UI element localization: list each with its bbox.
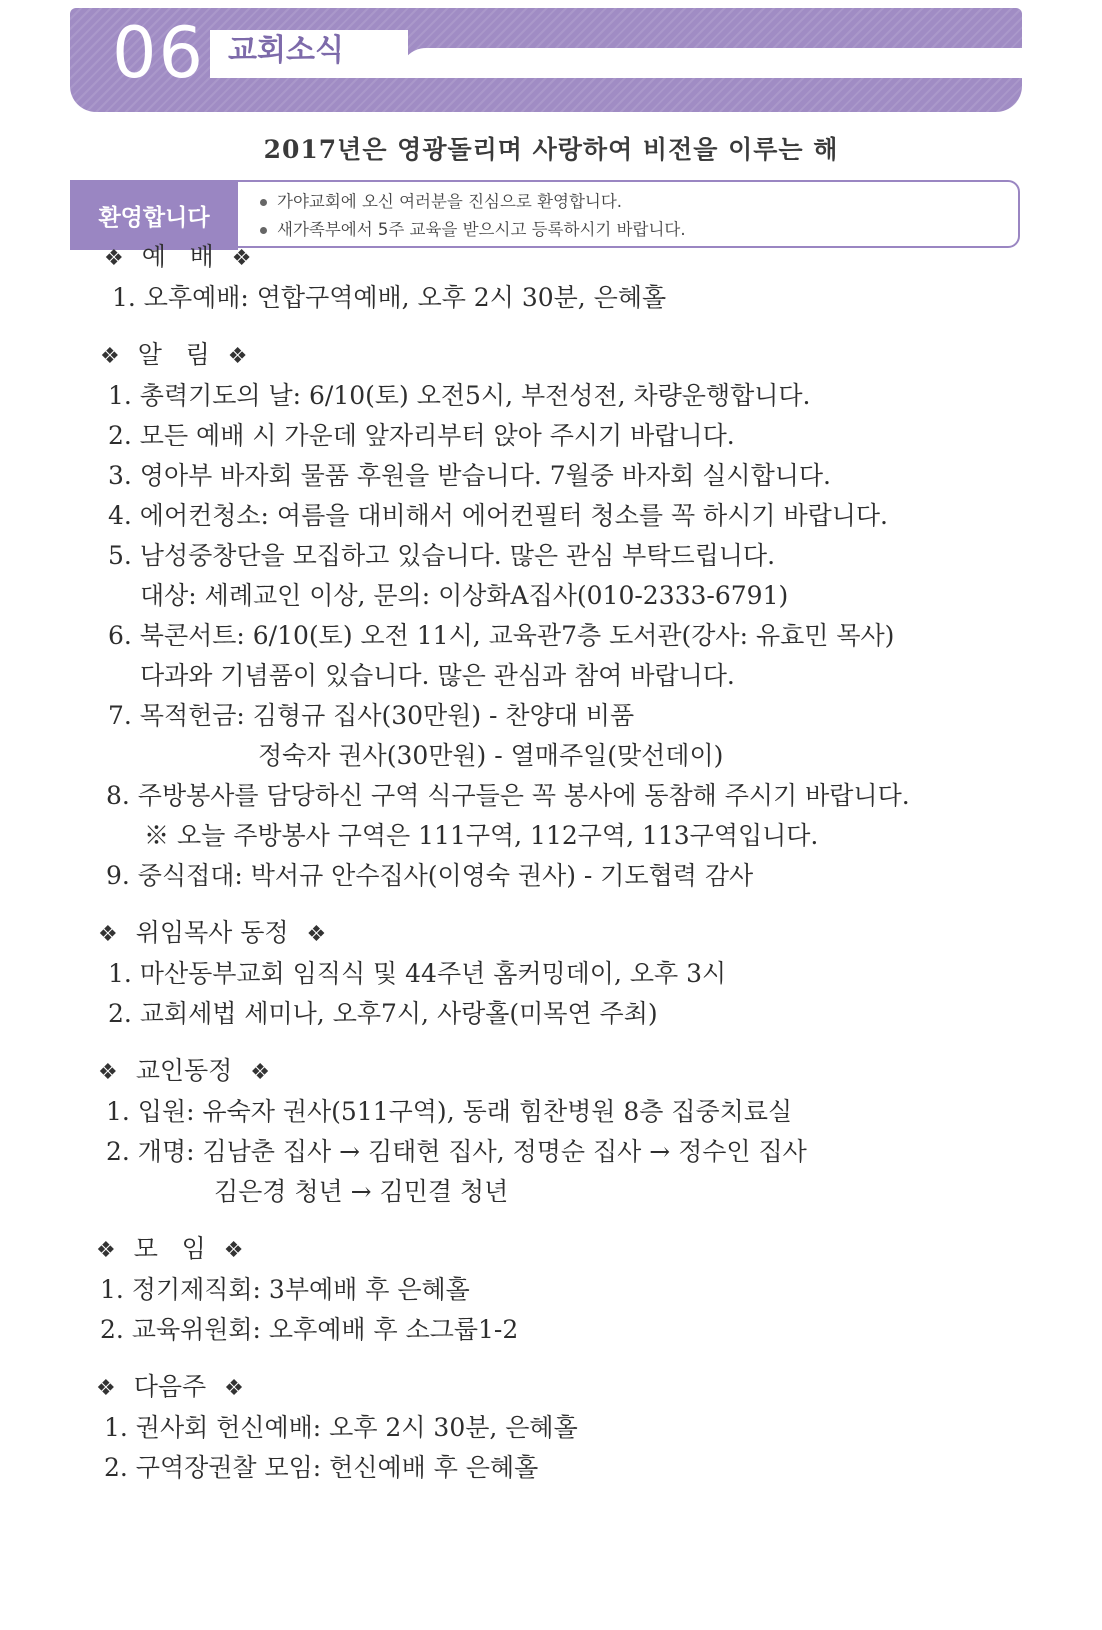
list-item: 7. 목적헌금: 김형규 집사(30만원) - 찬양대 비품 — [108, 701, 635, 730]
bullet-icon — [260, 199, 267, 206]
diamond-ornament-icon: ❖ — [100, 344, 120, 369]
list-item-continued: 다과와 기념품이 있습니다. 많은 관심과 참여 바랍니다. — [140, 661, 735, 690]
list-item: 9. 중식접대: 박서규 안수집사(이영숙 권사) - 기도협력 감사 — [106, 861, 754, 890]
list-item-note: ※ 오늘 주방봉사 구역은 111구역, 112구역, 113구역입니다. — [144, 821, 819, 850]
welcome-box — [236, 180, 1020, 248]
list-item: 2. 교회세법 세미나, 오후7시, 사랑홀(미목연 주최) — [108, 999, 658, 1028]
list-item: 2. 개명: 김남춘 집사 → 김태현 집사, 정명순 집사 → 정수인 집사 — [106, 1137, 807, 1166]
diamond-ornament-icon: ❖ — [223, 1238, 244, 1263]
diamond-ornament-icon: ❖ — [227, 344, 248, 369]
list-item-continued: 대상: 세례교인 이상, 문의: 이상화A집사(010-2333-6791) — [140, 581, 789, 610]
section-number: 06 — [112, 12, 206, 94]
list-item: 1. 권사회 헌신예배: 오후 2시 30분, 은혜홀 — [104, 1413, 578, 1442]
list-item: 1. 정기제직회: 3부예배 후 은혜홀 — [100, 1275, 470, 1304]
list-item: 1. 입원: 유숙자 권사(511구역), 동래 힘찬병원 8층 집중치료실 — [106, 1097, 793, 1126]
list-item: 4. 에어컨청소: 여름을 대비해서 에어컨필터 청소를 꼭 하시기 바랍니다. — [108, 501, 888, 530]
list-item-continued: 정숙자 권사(30만원) - 열매주일(맞선데이) — [258, 741, 724, 770]
diamond-ornament-icon: ❖ — [250, 1060, 270, 1085]
section-heading-next-week: ❖ 다음주 ❖ — [96, 1372, 244, 1401]
welcome-line: 새가족부에서 5주 교육을 받으시고 등록하시기 바랍니다. — [260, 216, 1018, 244]
section-heading-worship: ❖ 예 배 ❖ — [104, 242, 252, 271]
list-item: 1. 마산동부교회 임직식 및 44주년 홈커밍데이, 오후 3시 — [108, 959, 727, 988]
list-item: 1. 오후예배: 연합구역예배, 오후 2시 30분, 은혜홀 — [112, 283, 667, 312]
diamond-ornament-icon: ❖ — [96, 1238, 116, 1263]
list-item: 8. 주방봉사를 담당하신 구역 식구들은 꼭 봉사에 동참해 주시기 바랍니다. — [106, 781, 910, 810]
section-heading-pastor: ❖ 위임목사 동정 ❖ — [98, 918, 327, 947]
year-theme: 2017년은 영광돌리며 사랑하여 비전을 이루는 해 — [263, 135, 839, 164]
section-heading-meetings: ❖ 모 임 ❖ — [96, 1234, 244, 1263]
bullet-icon — [260, 227, 267, 234]
welcome-line: 가야교회에 오신 여러분을 진심으로 환영합니다. — [260, 188, 1018, 216]
diamond-ornament-icon: ❖ — [224, 1376, 244, 1401]
section-title: 교회소식 — [228, 33, 344, 68]
list-item: 2. 모든 예배 시 가운데 앞자리부터 앉아 주시기 바랍니다. — [108, 421, 735, 450]
list-item: 6. 북콘서트: 6/10(토) 오전 11시, 교육관7층 도서관(강사: 유효민 목사) — [108, 621, 895, 650]
list-item: 3. 영아부 바자회 물품 후원을 받습니다. 7월중 바자회 실시합니다. — [108, 461, 831, 490]
diamond-ornament-icon: ❖ — [104, 246, 124, 271]
list-item-continued: 김은경 청년 → 김민결 청년 — [214, 1177, 509, 1206]
section-heading-members: ❖ 교인동정 ❖ — [98, 1056, 270, 1085]
diamond-ornament-icon: ❖ — [96, 1376, 116, 1401]
list-item: 5. 남성중창단을 모집하고 있습니다. 많은 관심 부탁드립니다. — [108, 541, 776, 570]
welcome-label: 환영합니다 — [70, 180, 238, 250]
diamond-ornament-icon: ❖ — [98, 922, 118, 947]
list-item: 1. 총력기도의 날: 6/10(토) 오전5시, 부전성전, 차량운행합니다. — [108, 381, 811, 410]
diamond-ornament-icon: ❖ — [231, 246, 252, 271]
section-heading-notices: ❖ 알 림 ❖ — [100, 340, 248, 369]
list-item: 2. 교육위원회: 오후예배 후 소그룹1-2 — [100, 1315, 519, 1344]
diamond-ornament-icon: ❖ — [306, 922, 327, 947]
diamond-ornament-icon: ❖ — [98, 1060, 118, 1085]
list-item: 2. 구역장권찰 모임: 헌신예배 후 은혜홀 — [104, 1453, 539, 1482]
